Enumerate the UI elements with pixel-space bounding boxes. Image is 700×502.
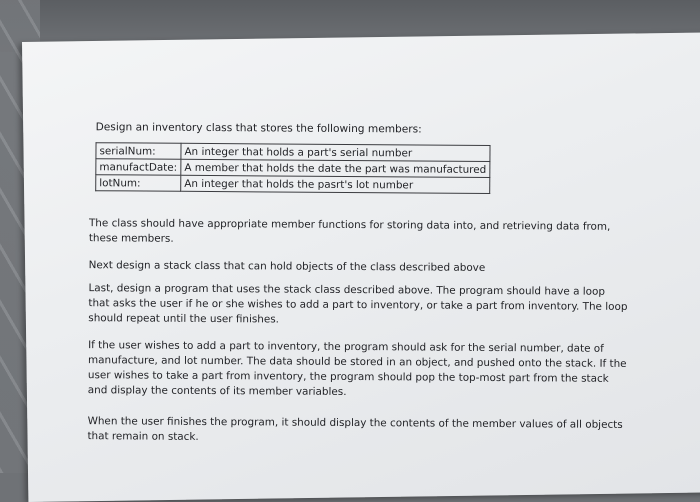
member-description: A member that holds the date the part was manufactured xyxy=(181,159,490,177)
member-description: An integer that holds the pasrt's lot number xyxy=(181,175,490,193)
paragraph-member-functions: The class should have appropriate member functions for storing data into, and retrieving data from, these members. xyxy=(88,217,611,245)
member-name: lotNum: xyxy=(96,175,181,192)
member-name: serialNum: xyxy=(96,143,181,160)
member-name: manufactDate: xyxy=(96,159,181,176)
members-table xyxy=(95,142,490,194)
paragraph-add-take-part: If the user wishes to add a part to inventory, the program should ask for the serial number, date of manufacture, and lot number. The data should be stored in an object, and pushed onto the stack. If the user wishes to take a part from inventory, the program should pop the top-most part from the stack and display the contents of its member variables. xyxy=(87,339,627,398)
member-description: An integer that holds a part's serial number xyxy=(181,143,490,161)
paragraph-stack-class: Next design a stack class that can hold objects of the class described above xyxy=(88,259,486,274)
paragraph-finish: When the user finishes the program, it should display the contents of the member values of all objects that remain on stack. xyxy=(87,415,623,443)
paragraph-program-loop: Last, design a program that uses the stack class described above. The program should have a loop that asks the user if he or she wishes to add a part to inventory, or take a part from inventory. The loop should repeat until the user finishes. xyxy=(88,282,628,326)
assignment-heading: Design an inventory class that stores the following members: xyxy=(95,121,422,136)
table-row xyxy=(96,175,490,194)
